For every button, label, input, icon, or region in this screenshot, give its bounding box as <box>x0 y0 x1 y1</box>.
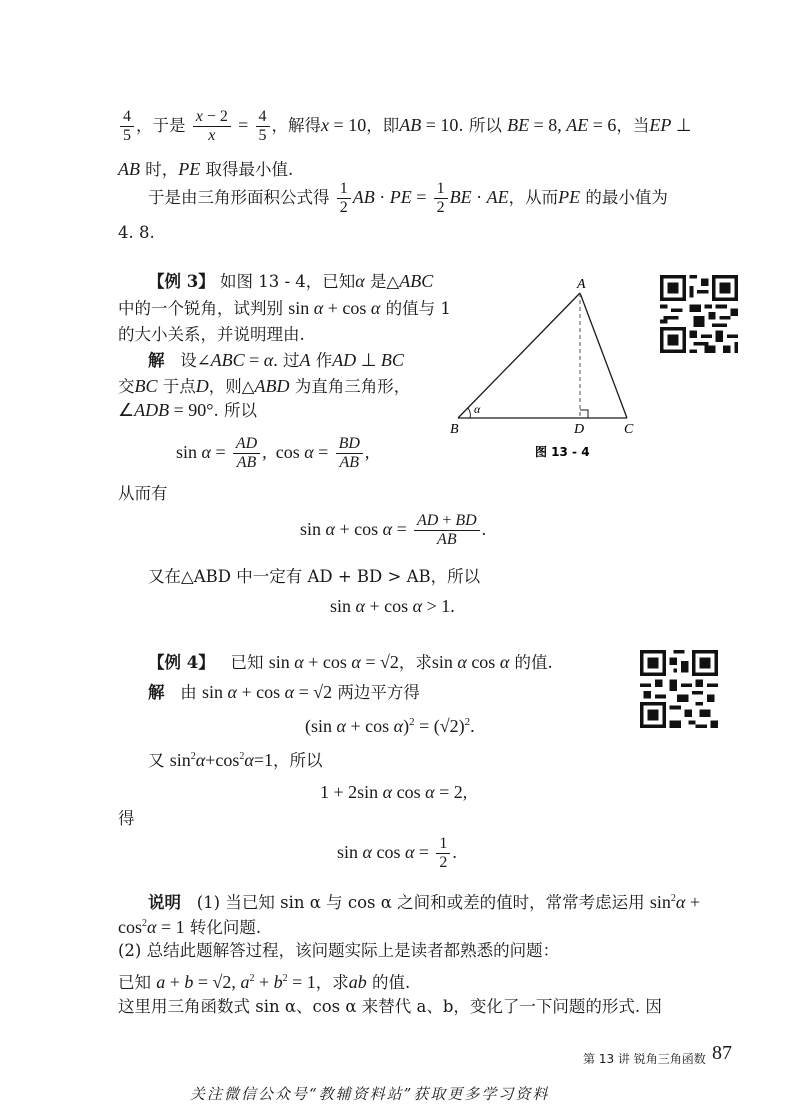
qr-code-2 <box>640 650 718 728</box>
ex4-line3: 又 $\sin^2\alpha+\cos^2\alpha=1$，所以 <box>148 750 323 770</box>
note-line5: 这里用三角函数式 sin α、cos α 来替代 a、b，变化了一下问题的形式. 因 <box>118 997 662 1016</box>
frac-4-5: $\frac{4}{5}$ <box>120 108 134 145</box>
promo-text: 关注微信公众号“教辅资料站”获取更多学习资料 <box>190 1085 550 1103</box>
ex3-line4: 解 设∠ABC = α. 过A 作AD ⊥ BC <box>148 350 404 370</box>
p1-line4: 4. 8. <box>118 223 155 242</box>
note-line3: (2) 总结此题解答过程，该问题实际上是读者都熟悉的问题： <box>118 941 560 960</box>
right-angle-mark <box>580 410 588 418</box>
figure-caption: 图 13 - 4 <box>535 445 590 459</box>
label-alpha: α <box>474 402 481 416</box>
frac-x-2-over-x: $\frac{x - 2}{x}$ <box>193 108 231 145</box>
ex4-formula-square: (sin $\alpha + \cos \alpha)^2 = (√2)^2$. <box>305 716 475 736</box>
ex4-formula-expand: 1 + 2sin α cos α = 2, <box>320 782 468 802</box>
note-line2: $\cos^2\alpha = 1$ 转化问题. <box>118 917 262 937</box>
ex3-formula-gt: sin α + cos α > 1. <box>330 596 455 616</box>
ex3-line5: 交BC 于点D，则△ABD 为直角三角形， <box>118 376 411 396</box>
p1-line3: 于是由三角形面积公式得 $\frac{1}{2}$ AB · PE = $\frac{1}{2}$ BE · AE，从而PE 的最小值为 <box>148 180 668 216</box>
note-line4: 已知 a + b = √2, $a^2 + b^2 = 1$，求ab 的值. <box>118 972 411 992</box>
ex3-line6: ∠ADB = 90°. 所以 <box>118 400 257 420</box>
p1-line1: $\frac{4}{5}$ ，于是 $\frac{x - 2}{x}$ = $\frac{4}{5}$ ，解得x = 10，即AB = 10. 所以 BE = 8, AE = 6，当EP ⊥ <box>118 108 692 145</box>
label-c: C <box>624 422 634 437</box>
segment-ac <box>580 293 627 418</box>
label-a: A <box>577 277 586 292</box>
ex3-line2: 中的一个锐角，试判别 sin α + cos α 的值与 1 <box>118 298 451 318</box>
ex4-line1: 【例 4】 已知 sin α + cos α = √2，求sin α cos α 的值. <box>148 652 553 672</box>
segment-ab <box>458 293 580 418</box>
figure-13-4 <box>440 275 660 470</box>
qr-code-1 <box>660 275 738 353</box>
p1-line2: AB 时，PE 取得最小值. <box>118 159 294 179</box>
ex3-line7: sin α = $\frac{AD}{AB}$ , cos α = $\frac{BD}{AB}$ , <box>176 435 370 471</box>
label-b: B <box>450 422 459 437</box>
frac-4-5b: $\frac{4}{5}$ <box>256 108 270 145</box>
ex3-line3: 的大小关系，并说明理由. <box>118 325 305 344</box>
chapter-label: 第 13 讲 锐角三角函数 <box>583 1052 706 1066</box>
ex4-formula-result: sin α cos α = $\frac{1}{2}$ . <box>337 835 457 871</box>
ex3-line8: 从而有 <box>118 484 168 503</box>
ex3-line9: 又在△ABD 中一定有 AD + BD > AB，所以 <box>148 567 481 586</box>
ex3-formula-sum: sin α + cos α = $\frac{AD + BD}{AB}$ . <box>300 512 487 548</box>
ex4-line2: 解 由 sin α + cos α = √2 两边平方得 <box>148 682 420 702</box>
note-line1: 说明 (1) 当已知 sin α 与 cos α 之间和或差的值时，常常考虑运用 $\sin^2\alpha$ + <box>148 892 701 912</box>
page-number: 87 <box>712 1042 732 1064</box>
angle-arc <box>468 408 470 418</box>
ex4-line4: 得 <box>118 809 135 828</box>
ex3-line1: 【例 3】 如图 13 - 4，已知α 是△ABC <box>148 271 434 291</box>
label-d: D <box>574 422 585 437</box>
